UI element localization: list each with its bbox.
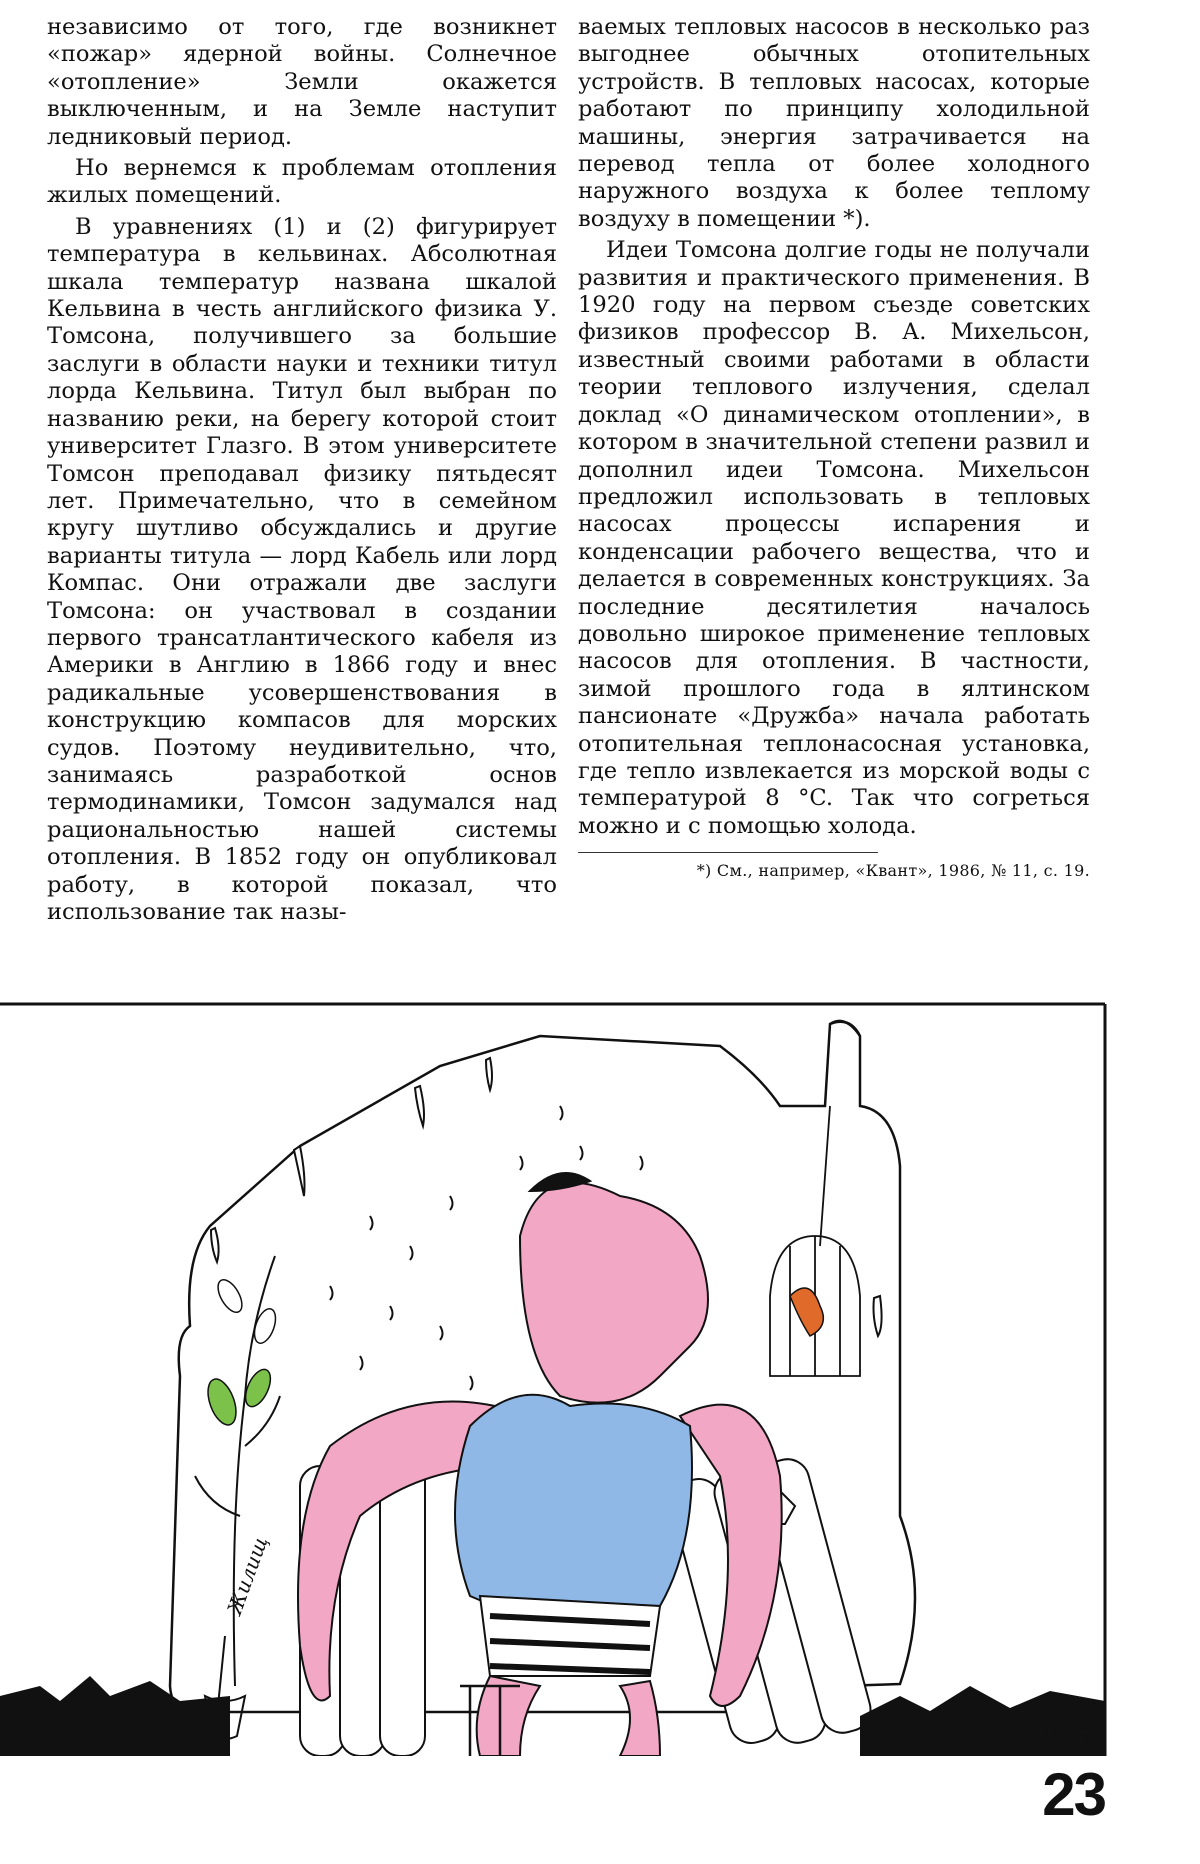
paragraph-left-2: Но вернемся к проблемам отопления жилых помещений. xyxy=(47,155,557,209)
character-vest xyxy=(455,1395,692,1619)
right-column xyxy=(578,14,1090,881)
cartoon-illustration xyxy=(0,996,1110,1756)
radiator-scribble: Жилищ xyxy=(222,1533,273,1618)
birdcage xyxy=(770,1106,860,1376)
paragraph-left-1: независимо от того, где возникнет «пожар» ядерной войны. Солнечное «отопление» Земли окажется выключенным, и на Земле наступит ледниковый период. xyxy=(47,14,557,150)
footnote-divider xyxy=(578,852,878,853)
paragraph-left-3: В уравнениях (1) и (2) фигурирует температура в кельвинах. Абсолютная шкала температур названа шкалой Кельвина в честь английского физика У. Томсона, получившего за большие заслуги в области науки и техники титул лорда Кельвина. Титул был выбран по названию реки, на берегу которой стоит университет Глазго. В этом университете Томсон преподавал физику пятьдесят лет. Примечательно, что в семейном кругу шутливо обсуждались и другие варианты титула — лорд Кабель или лорд Компас. Они отражали две заслуги Томсона: он участвовал в создании первого трансатлантического кабеля из Америки в Англию в 1866 году и внес радикальные усовершенствования в конструкцию компасов для морских судов. Поэтому неудивительно, что, занимаясь разработкой основ термодинамики, Томсон задумался над рациональностью нашей системы отопления. В 1852 году он опубликовал работу, в которой показал, что использование так назы- xyxy=(47,213,557,925)
left-column xyxy=(47,14,557,926)
paragraph-right-1: ваемых тепловых насосов в несколько раз выгоднее обычных отопительных устройств. В тепловых насосах, которые работают по принципу холодильной машины, энергия затрачивается на перевод тепла от более холодного наружного воздуха к более теплому воздуху в помещении *). xyxy=(578,14,1090,232)
paragraph-right-2: Идеи Томсона долгие годы не получали развития и практического применения. В 1920 году на первом съезде советских физиков профессор В. А. Михельсон, известный своими работами в области теории теплового излучения, сделал доклад «О динамическом отоплении», в котором в значительной степени развил и дополнил идеи Томсона. Михельсон предложил использовать в тепловых насосах процессы испарения и конденсации рабочего вещества, что и делается в современных конструкциях. За последние десятилетия началось довольно широкое применение тепловых насосов для отопления. В частности, зимой прошлого года в ялтинском пансионате «Дружба» начала работать отопительная теплонасосная установка, где тепло извлекается из морской воды с температурой 8 °C. Так что согреться можно и с помощью холода. xyxy=(578,237,1090,839)
character-head xyxy=(520,1183,708,1403)
page-number: 23 xyxy=(1042,1761,1105,1828)
bird xyxy=(790,1288,823,1336)
footnote: *) См., например, «Квант», 1986, № 11, с. 19. xyxy=(696,861,1090,881)
artist-signature: Д. Н. xyxy=(1040,1725,1099,1750)
character-legs xyxy=(477,1676,660,1756)
ground-silhouette xyxy=(0,1676,1105,1756)
plant-leaves xyxy=(203,1276,280,1429)
